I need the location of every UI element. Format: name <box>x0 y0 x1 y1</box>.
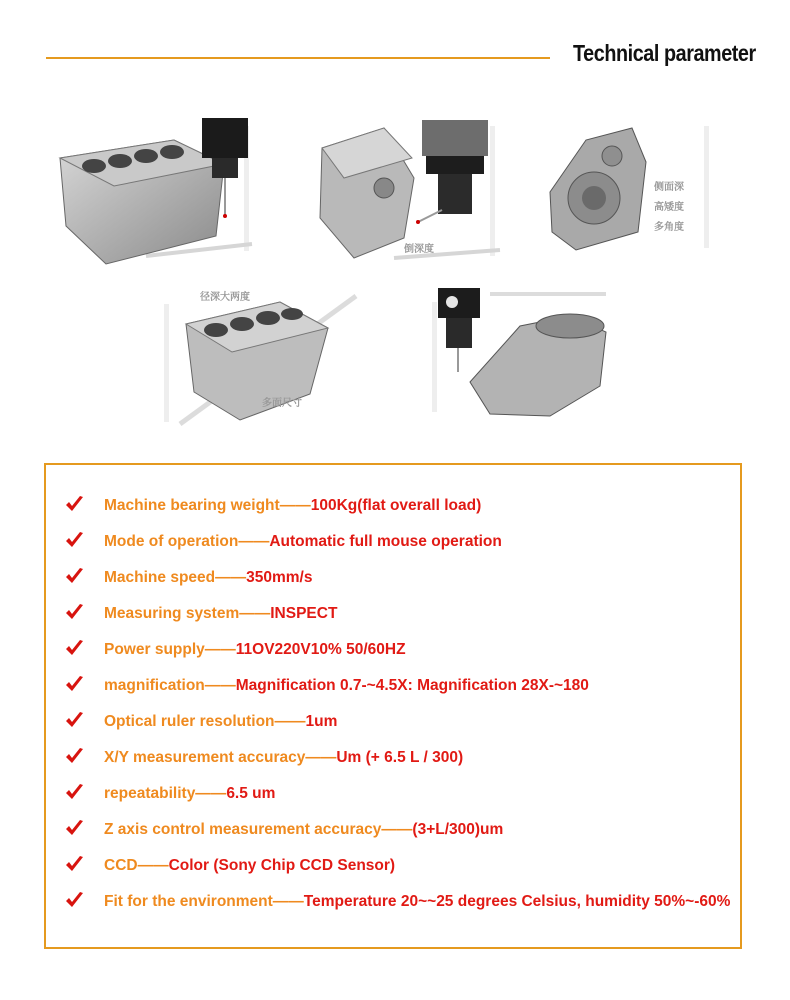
parameter-row <box>104 496 764 515</box>
parameter-row <box>104 892 764 911</box>
photo-caption: 径深大两度 <box>200 292 250 303</box>
parameter-value: 11OV220V10% 50/60HZ <box>235 641 406 658</box>
oil-pan-probe-photo <box>314 118 504 268</box>
parameter-row <box>104 712 764 731</box>
photo-caption: 多角度 <box>654 222 684 233</box>
parameter-value: (3+L/300)um <box>412 821 504 838</box>
header-divider <box>46 57 550 59</box>
parameter-label: Machine bearing weight—— <box>104 497 311 514</box>
parameter-value: 100Kg(flat overall load) <box>310 497 482 514</box>
parameter-label: Z axis control measurement accuracy—— <box>104 821 413 838</box>
parameter-label: repeatability—— <box>104 785 227 802</box>
photo-caption: 倒深度 <box>404 244 434 255</box>
parameter-row <box>104 604 764 623</box>
checkmark-icon <box>64 746 84 766</box>
checkmark-icon <box>64 638 84 658</box>
parameter-value: Um (+ 6.5 L / 300) <box>336 749 464 766</box>
parameter-value: INSPECT <box>270 605 338 622</box>
parameter-row <box>104 568 764 587</box>
section-title: Technical parameter <box>573 40 756 66</box>
checkmark-icon <box>64 530 84 550</box>
photo-caption: 侧面深 <box>654 182 684 193</box>
parameter-row <box>104 676 764 695</box>
photo-caption: 高矮度 <box>654 202 684 213</box>
parameter-label: magnification—— <box>104 677 236 694</box>
parameter-value: Temperature 20~~25 degrees Celsius, humidity 50%~-60% <box>303 893 731 910</box>
parameter-label: X/Y measurement accuracy—— <box>104 749 337 766</box>
cylinder-block-photo <box>160 284 360 430</box>
parameter-row <box>104 640 764 659</box>
parameter-value: 6.5 um <box>226 785 276 802</box>
parameter-row <box>104 820 764 839</box>
parameter-label: Optical ruler resolution—— <box>104 713 306 730</box>
checkmark-icon <box>64 602 84 622</box>
checkmark-icon <box>64 674 84 694</box>
checkmark-icon <box>64 782 84 802</box>
gearbox-housing-photo <box>546 122 716 252</box>
parameter-label: Fit for the environment—— <box>104 893 304 910</box>
checkmark-icon <box>64 818 84 838</box>
parameter-label: Mode of operation—— <box>104 533 270 550</box>
checkmark-icon <box>64 890 84 910</box>
parameter-value: 1um <box>305 713 338 730</box>
checkmark-icon <box>64 494 84 514</box>
parameter-label: Measuring system—— <box>104 605 271 622</box>
checkmark-icon <box>64 566 84 586</box>
parameter-row <box>104 748 764 767</box>
parameter-row <box>104 856 764 875</box>
parameter-value: Automatic full mouse operation <box>269 533 502 550</box>
parameter-row <box>104 784 764 803</box>
parameter-value: 350mm/s <box>246 569 313 586</box>
checkmark-icon <box>64 710 84 730</box>
photo-caption: 多面尺寸 <box>262 398 302 409</box>
engine-block-probe-photo <box>56 116 256 266</box>
parameters-box <box>44 463 742 949</box>
parameter-value: Color (Sony Chip CCD Sensor) <box>168 857 396 874</box>
transmission-case-probe-photo <box>430 286 610 420</box>
parameter-label: CCD—— <box>104 857 169 874</box>
checkmark-icon <box>64 854 84 874</box>
parameter-label: Power supply—— <box>104 641 236 658</box>
parameter-value: Magnification 0.7-~4.5X: Magnification 28X-~180 <box>235 677 589 694</box>
parameter-row <box>104 532 764 551</box>
parameter-label: Machine speed—— <box>104 569 247 586</box>
